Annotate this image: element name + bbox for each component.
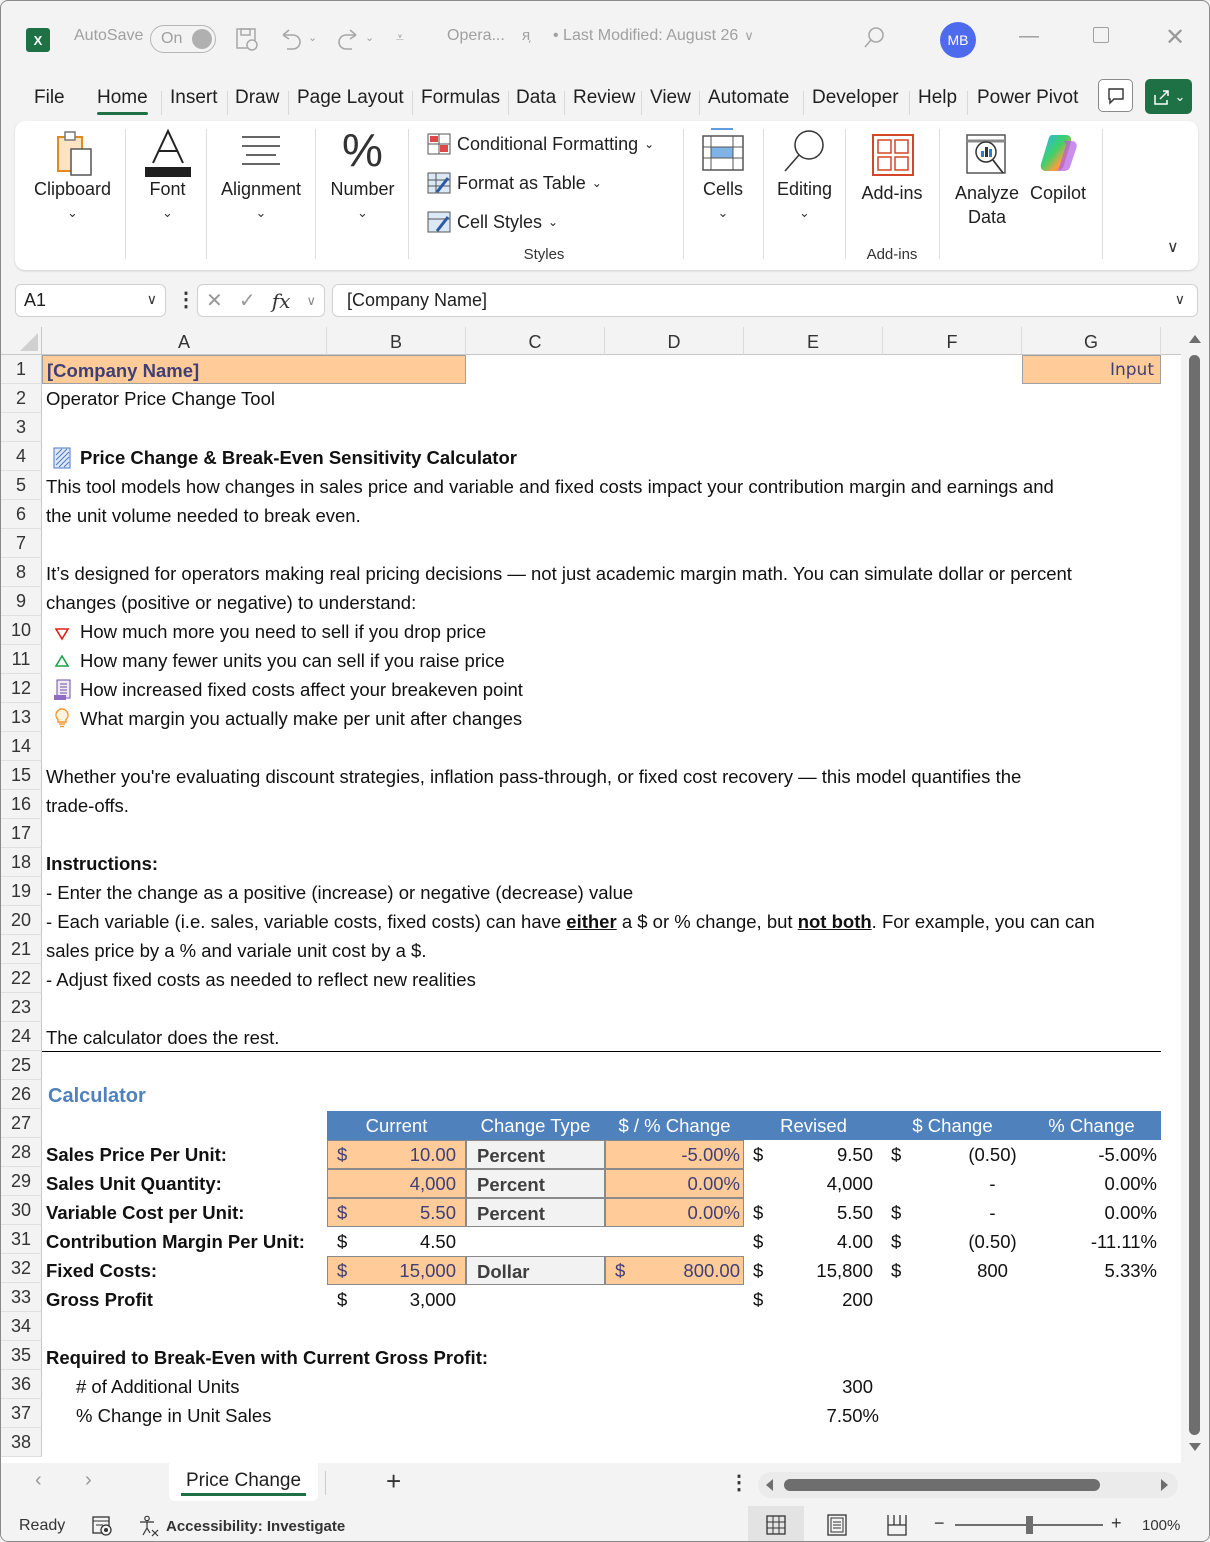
not-both-emphasis: not both (797, 911, 872, 932)
ribbon-separator (1102, 129, 1103, 259)
vertical-scrollbar[interactable] (1184, 327, 1206, 1463)
format-as-table-label: Format as Table (457, 172, 586, 193)
header-change-type: Change Type (466, 1111, 605, 1140)
row-header-13[interactable]: 13 (1, 703, 42, 732)
whether-line-1[interactable]: Whether you're evaluating discount strategies, inflation pass-through, or fixed cost recovery — this model quantifies the (46, 766, 1022, 787)
tab-power-pivot[interactable]: Power Pivot (977, 87, 1079, 108)
current-value[interactable]: 15,000 (399, 1260, 456, 1281)
column-header-d[interactable]: D (605, 327, 744, 355)
dollar-change-value[interactable]: 800 (977, 1260, 1008, 1281)
revised-value[interactable]: 4.00 (836, 1231, 873, 1252)
cancel-icon[interactable]: ✕ (206, 290, 223, 312)
revised-value[interactable]: 5.50 (836, 1202, 873, 1223)
percent-change-value[interactable]: 0.00% (1104, 1202, 1157, 1223)
instructions-title[interactable]: Instructions: (46, 853, 159, 874)
chevron-down-icon: ⌄ (799, 205, 810, 220)
chevron-down-icon: ⌄ (162, 205, 173, 220)
clipboard-icon (55, 129, 95, 177)
revised-value[interactable]: 200 (842, 1289, 873, 1310)
tab-home[interactable]: Home (97, 87, 148, 108)
addins-icon (871, 133, 915, 177)
row-header-15[interactable]: 15 (1, 761, 42, 790)
header-percent-change: % Change (1022, 1111, 1161, 1140)
editing-group[interactable] (767, 121, 842, 270)
heading-cell[interactable]: Price Change & Break-Even Sensitivity Calculator (80, 447, 517, 468)
zoom-slider-thumb[interactable] (1026, 1516, 1033, 1534)
percent-change-value[interactable]: 5.33% (1104, 1260, 1157, 1281)
current-currency-symbol: $ (337, 1231, 348, 1252)
formula-value: [Company Name] (347, 290, 488, 310)
customize-toolbar-icon[interactable]: ⩡ (396, 29, 404, 45)
current-currency-symbol: $ (337, 1289, 348, 1310)
tab-separator (412, 91, 413, 115)
column-header-g[interactable]: G (1022, 327, 1161, 355)
sheet-tab-separator (325, 1471, 326, 1495)
chevron-down-icon: ∨ (744, 28, 754, 43)
change-value[interactable]: 0.00% (687, 1173, 740, 1194)
chevron-down-icon: ⌄ (255, 205, 267, 220)
column-header-c[interactable]: C (466, 327, 605, 355)
row-header-25[interactable]: 25 (1, 1051, 42, 1080)
analyze-data-button[interactable] (951, 121, 1023, 270)
additional-units-value[interactable]: 300 (842, 1376, 873, 1397)
cells-group[interactable] (687, 121, 759, 270)
bullet-2[interactable]: How many fewer units you can sell if you raise price (80, 650, 505, 671)
row-header-33[interactable]: 33 (1, 1283, 42, 1312)
tab-separator (564, 91, 565, 115)
row-header-9[interactable]: 9 (1, 587, 42, 616)
tab-automate[interactable]: Automate (708, 87, 790, 108)
tab-formulas[interactable]: Formulas (421, 87, 501, 108)
current-currency-symbol: $ (337, 1260, 348, 1281)
format-as-table-button[interactable] (427, 172, 602, 194)
conditional-formatting-label: Conditional Formatting (457, 133, 639, 154)
ribbon-tabs (1, 81, 1209, 119)
row-header-37[interactable]: 37 (1, 1399, 42, 1428)
row-label[interactable]: Gross Profit (46, 1289, 153, 1310)
column-header-blank (1161, 327, 1181, 355)
redo-icon[interactable] (334, 25, 362, 53)
undo-icon[interactable] (277, 25, 305, 53)
cell-styles-label: Cell Styles (457, 211, 543, 232)
accessibility-label: Accessibility: Investigate (166, 1517, 346, 1535)
insert-function-icon[interactable]: fx (271, 288, 291, 313)
toggle-knob (192, 29, 212, 49)
conditional-formatting-icon (427, 133, 451, 155)
bullet-3[interactable]: How increased fixed costs affect your breakeven point (80, 679, 523, 700)
format-as-table-icon (427, 172, 451, 194)
comments-button[interactable] (1098, 79, 1133, 112)
undo-dropdown-icon[interactable]: ⌄ (308, 32, 318, 44)
number-group[interactable] (320, 121, 405, 270)
row-header-14[interactable]: 14 (1, 732, 42, 761)
vertical-scroll-thumb[interactable] (1189, 355, 1200, 1435)
accessibility-icon (138, 1515, 160, 1537)
scroll-down-icon[interactable] (1189, 1443, 1201, 1451)
normal-view-button[interactable] (748, 1506, 804, 1542)
revised-currency-symbol: $ (753, 1231, 764, 1252)
header-current: Current (327, 1111, 466, 1140)
row-header-27[interactable]: 27 (1, 1109, 42, 1138)
revised-value[interactable]: 4,000 (826, 1173, 873, 1194)
additional-units-label[interactable]: # of Additional Units (76, 1376, 240, 1397)
intro-line-1[interactable]: This tool models how changes in sales price and variable and fixed costs impact your contribution margin and earnings and (46, 476, 1054, 497)
chevron-down-icon: ⌄ (67, 205, 78, 220)
ribbon-separator (125, 129, 126, 259)
next-sheet-icon[interactable]: › (85, 1469, 92, 1491)
chevron-down-icon: ⌄ (644, 137, 655, 151)
ribbon-separator (763, 129, 764, 259)
company-name-cell[interactable]: [Company Name] (42, 355, 466, 384)
magnifier-icon (781, 127, 829, 175)
row-header-3[interactable]: 3 (1, 413, 42, 442)
dollar-change-value[interactable]: - (989, 1202, 996, 1223)
instruction-3[interactable]: sales price by a % and variale unit cost by a $. (46, 940, 427, 961)
chevron-down-icon[interactable]: ∨ (306, 292, 316, 308)
cells-label: Cells (702, 179, 743, 199)
tab-insert[interactable]: Insert (170, 87, 218, 108)
formula-input[interactable] (332, 284, 1198, 317)
bullet-4[interactable]: What margin you actually make per unit after changes (80, 708, 523, 729)
grid-view-icon (766, 1515, 786, 1535)
formula-bar-options-icon[interactable]: ⋮ (176, 289, 196, 311)
zoom-in-button[interactable]: + (1111, 1513, 1122, 1533)
change-value[interactable]: 800.00 (683, 1260, 740, 1281)
row-header-18[interactable]: 18 (1, 848, 42, 877)
input-legend-cell[interactable]: Input (1022, 355, 1161, 384)
user-avatar[interactable]: MB (940, 22, 976, 58)
last-modified-text: • Last Modified: August 26 (553, 27, 739, 44)
row-header-2[interactable]: 2 (1, 384, 42, 413)
analyze-data-icon (965, 133, 1011, 177)
last-modified[interactable] (553, 27, 754, 45)
intro-line-2[interactable]: the unit volume needed to break even. (46, 505, 361, 526)
cells-icon (701, 126, 745, 172)
select-all-button[interactable] (1, 327, 42, 355)
analyze-data-label-1: Analyze (954, 183, 1020, 203)
title-bar (1, 1, 1209, 77)
design-line-1[interactable]: It’s designed for operators making real pricing decisions — not just academic margin math. You can simulate dollar or percent (46, 563, 1072, 584)
chevron-down-icon: ⌄ (357, 205, 368, 220)
cell-styles-button[interactable] (427, 211, 558, 233)
addins-label: Add-ins (861, 183, 923, 203)
file-name[interactable]: Opera... (447, 27, 505, 44)
prev-sheet-icon[interactable]: ‹ (35, 1469, 42, 1491)
current-currency-symbol: $ (337, 1144, 348, 1165)
font-group[interactable] (130, 121, 205, 270)
share-icon (1152, 87, 1172, 107)
search-icon[interactable] (861, 25, 887, 51)
dollar-change-value[interactable]: - (989, 1173, 996, 1194)
tab-separator (803, 91, 804, 115)
enter-icon[interactable]: ✓ (238, 290, 256, 312)
excel-logo-icon: X (26, 28, 50, 52)
scroll-left-icon[interactable] (766, 1479, 773, 1491)
comment-icon (1106, 86, 1126, 106)
pct-change-value[interactable]: 7.50% (826, 1405, 879, 1426)
row-header-24[interactable]: 24 (1, 1022, 42, 1051)
change-type-select[interactable]: Percent (466, 1198, 605, 1227)
tab-separator (967, 91, 968, 115)
tab-view[interactable]: View (650, 87, 691, 108)
instruction-2[interactable] (46, 907, 1095, 936)
current-value[interactable]: 10.00 (409, 1144, 456, 1165)
instruction-2-part-a: - Each variable (i.e. sales, variable costs, fixed costs) can have (46, 911, 567, 932)
change-type-select[interactable]: Percent (466, 1140, 605, 1169)
row-label[interactable]: Fixed Costs: (46, 1260, 158, 1281)
row-label[interactable]: Variable Cost per Unit: (46, 1202, 245, 1223)
alignment-icon (238, 133, 284, 169)
row-label[interactable]: Contribution Margin Per Unit: (46, 1231, 305, 1252)
ribbon-separator (408, 129, 409, 259)
row-header-5[interactable]: 5 (1, 471, 42, 500)
row-header-11[interactable]: 11 (1, 645, 42, 674)
horizontal-scrollbar[interactable] (758, 1472, 1178, 1498)
save-icon[interactable] (234, 26, 260, 52)
row-header-20[interactable]: 20 (1, 906, 42, 935)
tab-draw[interactable]: Draw (235, 87, 280, 108)
tab-separator (909, 91, 910, 115)
percent-change-value[interactable]: -11.11% (1090, 1231, 1157, 1252)
chevron-down-icon: ⌄ (717, 205, 729, 220)
instruction-2-part-b: a $ or % change, but (616, 911, 798, 932)
row-header-12[interactable]: 12 (1, 674, 42, 703)
row-header-7[interactable]: 7 (1, 529, 42, 558)
tab-page-layout[interactable]: Page Layout (297, 87, 404, 108)
ribbon (15, 121, 1198, 270)
alignment-group[interactable] (211, 121, 311, 270)
addins-group-label: Add-ins (866, 246, 918, 263)
column-header-b[interactable]: B (327, 327, 466, 355)
row-header-6[interactable]: 6 (1, 500, 42, 529)
tab-separator (227, 91, 228, 115)
chevron-down-icon: ∨ (146, 291, 157, 307)
column-header-a[interactable]: A (42, 327, 327, 355)
instruction-2-part-c: . For example, you can can (871, 911, 1095, 932)
tab-separator (508, 91, 509, 115)
formula-controls (197, 284, 325, 317)
pct-change-label[interactable]: % Change in Unit Sales (76, 1405, 272, 1426)
styles-group-label: Styles (523, 246, 565, 263)
ribbon-separator (206, 129, 207, 259)
tab-review[interactable]: Review (573, 87, 636, 108)
addins-group[interactable] (849, 121, 935, 270)
editing-label: Editing (776, 179, 833, 199)
whether-line-2[interactable]: trade-offs. (46, 795, 129, 816)
clipboard-label: Clipboard (33, 179, 112, 199)
revised-currency-symbol: $ (753, 1202, 764, 1223)
status-bar (1, 1506, 1209, 1542)
current-value[interactable]: 3,000 (409, 1289, 456, 1310)
row-header-32[interactable]: 32 (1, 1254, 42, 1283)
ribbon-expand-icon[interactable]: ∨ (1167, 239, 1179, 256)
dollar-change-symbol: $ (891, 1144, 902, 1165)
row-header-31[interactable]: 31 (1, 1225, 42, 1254)
row-header-34[interactable]: 34 (1, 1312, 42, 1341)
tab-separator (641, 91, 642, 115)
zoom-slider[interactable] (955, 1524, 1103, 1526)
revised-currency-symbol: $ (753, 1289, 764, 1310)
add-sheet-button[interactable]: + (386, 1466, 402, 1496)
red-down-triangle-icon (53, 625, 71, 645)
alignment-label: Alignment (220, 179, 302, 199)
revised-currency-symbol: $ (753, 1144, 764, 1165)
accessibility-button[interactable] (138, 1515, 345, 1537)
revised-value[interactable]: 15,800 (816, 1260, 873, 1281)
tab-separator (699, 91, 700, 115)
row-header-8[interactable]: 8 (1, 558, 42, 587)
tab-data[interactable]: Data (516, 87, 557, 108)
column-header-e[interactable]: E (744, 327, 883, 355)
chevron-down-icon: ⌄ (591, 176, 602, 190)
either-emphasis: either (566, 911, 617, 932)
minimize-icon[interactable]: — (1019, 25, 1039, 47)
row-header-29[interactable]: 29 (1, 1167, 42, 1196)
closing-line[interactable]: The calculator does the rest. (46, 1027, 280, 1048)
revised-value[interactable]: 9.50 (836, 1144, 873, 1165)
row-header-23[interactable]: 23 (1, 993, 42, 1022)
row-header-21[interactable]: 21 (1, 935, 42, 964)
current-value[interactable]: 4,000 (409, 1173, 456, 1194)
dollar-change-value[interactable]: (0.50) (968, 1231, 1017, 1252)
zoom-out-button[interactable]: − (934, 1513, 945, 1533)
notepad-icon (53, 447, 71, 469)
row-header-17[interactable]: 17 (1, 819, 42, 848)
bullet-1[interactable]: How much more you need to sell if you drop price (80, 621, 487, 642)
row-header-16[interactable]: 16 (1, 790, 42, 819)
font-color-icon (143, 127, 193, 177)
analyze-data-label-2: Data (967, 207, 1007, 227)
row-header-19[interactable]: 19 (1, 877, 42, 906)
instruction-1[interactable]: - Enter the change as a positive (increase) or negative (decrease) value (46, 882, 634, 903)
row-header-4[interactable]: 4 (1, 442, 42, 471)
percent-change-value[interactable]: -5.00% (1098, 1144, 1157, 1165)
dollar-change-symbol: $ (891, 1260, 902, 1281)
row-header-26[interactable]: 26 (1, 1080, 42, 1109)
row-header-10[interactable]: 10 (1, 616, 42, 645)
copilot-button[interactable] (1025, 121, 1091, 270)
breakeven-title[interactable]: Required to Break-Even with Current Gross Profit: (46, 1347, 489, 1368)
horizontal-scroll-thumb[interactable] (784, 1479, 1100, 1491)
maximize-icon[interactable] (1093, 27, 1109, 43)
row-header-36[interactable]: 36 (1, 1370, 42, 1399)
header-dollar-change: $ Change (883, 1111, 1022, 1140)
green-up-triangle-icon (53, 652, 71, 672)
header-change-value: $ / % Change (605, 1111, 744, 1140)
tab-separator (161, 91, 162, 115)
copilot-icon (1036, 131, 1080, 175)
header-revised: Revised (744, 1111, 883, 1140)
spreadsheet-grid[interactable] (1, 327, 1181, 1463)
revised-currency-symbol: $ (753, 1260, 764, 1281)
share-people-icon[interactable]: ᴙ᷊ (522, 27, 531, 44)
chevron-down-icon: ⌄ (548, 215, 559, 229)
chevron-down-icon: ∨ (1174, 291, 1185, 307)
design-line-2[interactable]: changes (positive or negative) to understand: (46, 592, 417, 613)
change-type-select[interactable]: Dollar (466, 1256, 605, 1285)
percent-icon: % (342, 124, 383, 176)
calculator-title[interactable]: Calculator (48, 1085, 146, 1107)
percent-change-value[interactable] (1022, 1285, 1161, 1314)
lightbulb-icon (53, 707, 71, 729)
tab-help[interactable]: Help (918, 87, 958, 108)
share-button[interactable] (1145, 79, 1192, 114)
conditional-formatting-button[interactable] (427, 133, 654, 155)
ribbon-separator (939, 129, 940, 259)
number-label: Number (330, 179, 395, 199)
dollar-change-value[interactable]: (0.50) (968, 1144, 1017, 1165)
row-label[interactable]: Sales Price Per Unit: (46, 1144, 227, 1165)
autosave-state: On (161, 30, 183, 47)
autosave-toggle[interactable] (150, 25, 216, 53)
scroll-right-icon[interactable] (1161, 1479, 1168, 1491)
percent-change-value[interactable]: 0.00% (1104, 1173, 1157, 1194)
cell-styles-icon (427, 211, 451, 233)
sheet-options-icon[interactable]: ⋮ (729, 1472, 749, 1494)
scroll-up-icon[interactable] (1189, 335, 1201, 343)
ribbon-separator (683, 129, 684, 259)
name-box[interactable] (15, 284, 166, 317)
sheet-tab-bar (1, 1463, 1209, 1503)
sheet-tab-price-change[interactable]: Price Change (169, 1463, 318, 1501)
current-currency-symbol: $ (337, 1202, 348, 1223)
ribbon-separator (845, 129, 846, 259)
autosave-label: AutoSave (74, 27, 144, 44)
tab-developer[interactable]: Developer (812, 87, 899, 108)
name-box-value: A1 (24, 290, 47, 310)
tab-separator (288, 91, 289, 115)
current-value[interactable]: 5.50 (419, 1202, 456, 1223)
chevron-down-icon: ⌄ (1174, 88, 1186, 104)
divider-line (42, 1051, 1161, 1052)
current-value[interactable]: 4.50 (419, 1231, 456, 1252)
row-header-28[interactable]: 28 (1, 1138, 42, 1167)
row-header-30[interactable]: 30 (1, 1196, 42, 1225)
ready-status: Ready (19, 1517, 66, 1534)
zoom-level[interactable]: 100% (1142, 1517, 1181, 1534)
copilot-label: Copilot (1029, 183, 1087, 203)
change-value[interactable]: -5.00% (681, 1144, 740, 1165)
row-header-35[interactable]: 35 (1, 1341, 42, 1370)
redo-dropdown-icon[interactable]: ⌄ (365, 32, 375, 44)
row-header-38[interactable]: 38 (1, 1428, 42, 1457)
macro-recording-icon[interactable] (91, 1515, 113, 1537)
dollar-change-symbol: $ (891, 1231, 902, 1252)
page-break-view-icon[interactable] (886, 1514, 908, 1536)
row-header-1[interactable]: 1 (1, 355, 42, 384)
close-icon[interactable]: ✕ (1165, 24, 1186, 51)
font-label: Font (149, 179, 186, 199)
clipboard-group[interactable] (25, 121, 120, 270)
tab-file[interactable]: File (34, 87, 65, 108)
dollar-change-symbol: $ (891, 1202, 902, 1223)
receipt-icon (53, 679, 71, 701)
ribbon-separator (315, 129, 316, 259)
page-layout-view-icon[interactable] (826, 1514, 848, 1536)
column-header-f[interactable]: F (883, 327, 1022, 355)
row-label[interactable]: Sales Unit Quantity: (46, 1173, 222, 1194)
subtitle-cell[interactable]: Operator Price Change Tool (46, 388, 275, 409)
change-currency-symbol: $ (615, 1260, 626, 1281)
instruction-4[interactable]: - Adjust fixed costs as needed to reflect new realities (46, 969, 476, 990)
row-header-22[interactable]: 22 (1, 964, 42, 993)
change-type-select[interactable]: Percent (466, 1169, 605, 1198)
change-value[interactable]: 0.00% (687, 1202, 740, 1223)
